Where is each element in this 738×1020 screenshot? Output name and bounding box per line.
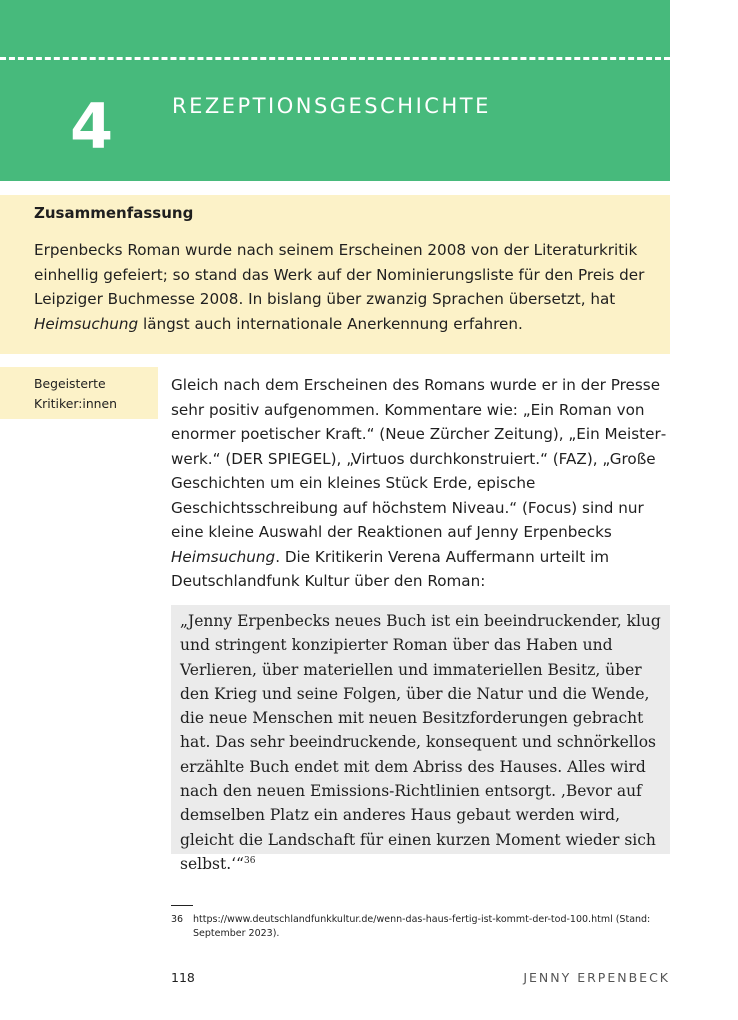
chapter-number: 4 [70,90,114,163]
block-quote: „Jenny Erpenbecks neues Buch ist ein beeindruckender, klug und stringent konzipierter Roman über das Haben und Verlieren, über materiellen und immateriellen Besitz, über den Krieg und seine Folgen, über die Natur und die Wende, die neue Menschen mit neuen Besitzforderungen gebracht hat. Das sehr beeindruckende, konsequent und schnörkellos erzählte Buch endet mit dem Abriss des Hauses. Alles wird nach den neuen Emissions-Richtlinien entsorgt. ‚Bevor auf demselben Platz ein anderes Haus gebaut werden wird, gleicht die Landschaft für einen kurzen Moment wieder sich selbst.‘“$^{36}$ [180,612,661,873]
body-paragraph: Gleich nach dem Erscheinen des Romans wurde er in der Presse sehr positiv aufgenommen. Kommentare wie: „Ein Roman von enormer poetischer Kraft.“ (Neue Zürcher Zeitung), „Ein Meisterwerk.“ (DER SPIEGEL), „Virtuos durchkonstruiert.“ (FAZ), „Große Geschichten um ein kleines Stück Erde, epische Geschichtsschreibung auf höchstem Niveau.“ (Focus) sind nur eine kleine Auswahl der Reaktionen auf Jenny Erpenbecks Heimsuchung. Die Kritikerin Verena Auffermann urteilt im Deutschlandfunk Kultur über den Roman: [171,376,667,590]
summary-text: Erpenbecks Roman wurde nach seinem Erscheinen 2008 von der Literaturkritik einhellig gefeiert; so stand das Werk auf der Nominierungsliste für den Preis der Leipziger Buchmesse 2008. In bislang über zwanzig Sprachen übersetzt, hat Heimsuchung längst auch internationale Anerkennung erfahren. [34,241,645,333]
book-title-italic: Heimsuchung [34,314,139,333]
margin-note: Begeisterte Kritiker:innen [34,376,117,411]
book-title-italic: Heimsuchung [171,547,276,566]
footnote-rule [171,905,193,906]
footnote-text[interactable]: https://www.deutschlandfunkkultur.de/wenn-das-haus-fertig-ist-kommt-der-tod-100.html (Stand: September 2023). [193,914,651,939]
running-head: JENNY ERPENBECK [523,970,670,985]
footnote-reference[interactable]: 36 [243,855,256,866]
page-number: 118 [171,970,195,985]
footnote-number: 36 [171,914,184,925]
chapter-title: REZEPTIONSGESCHICHTE [172,94,491,118]
dashed-divider [0,57,670,60]
summary-heading: Zusammenfassung [34,204,194,222]
